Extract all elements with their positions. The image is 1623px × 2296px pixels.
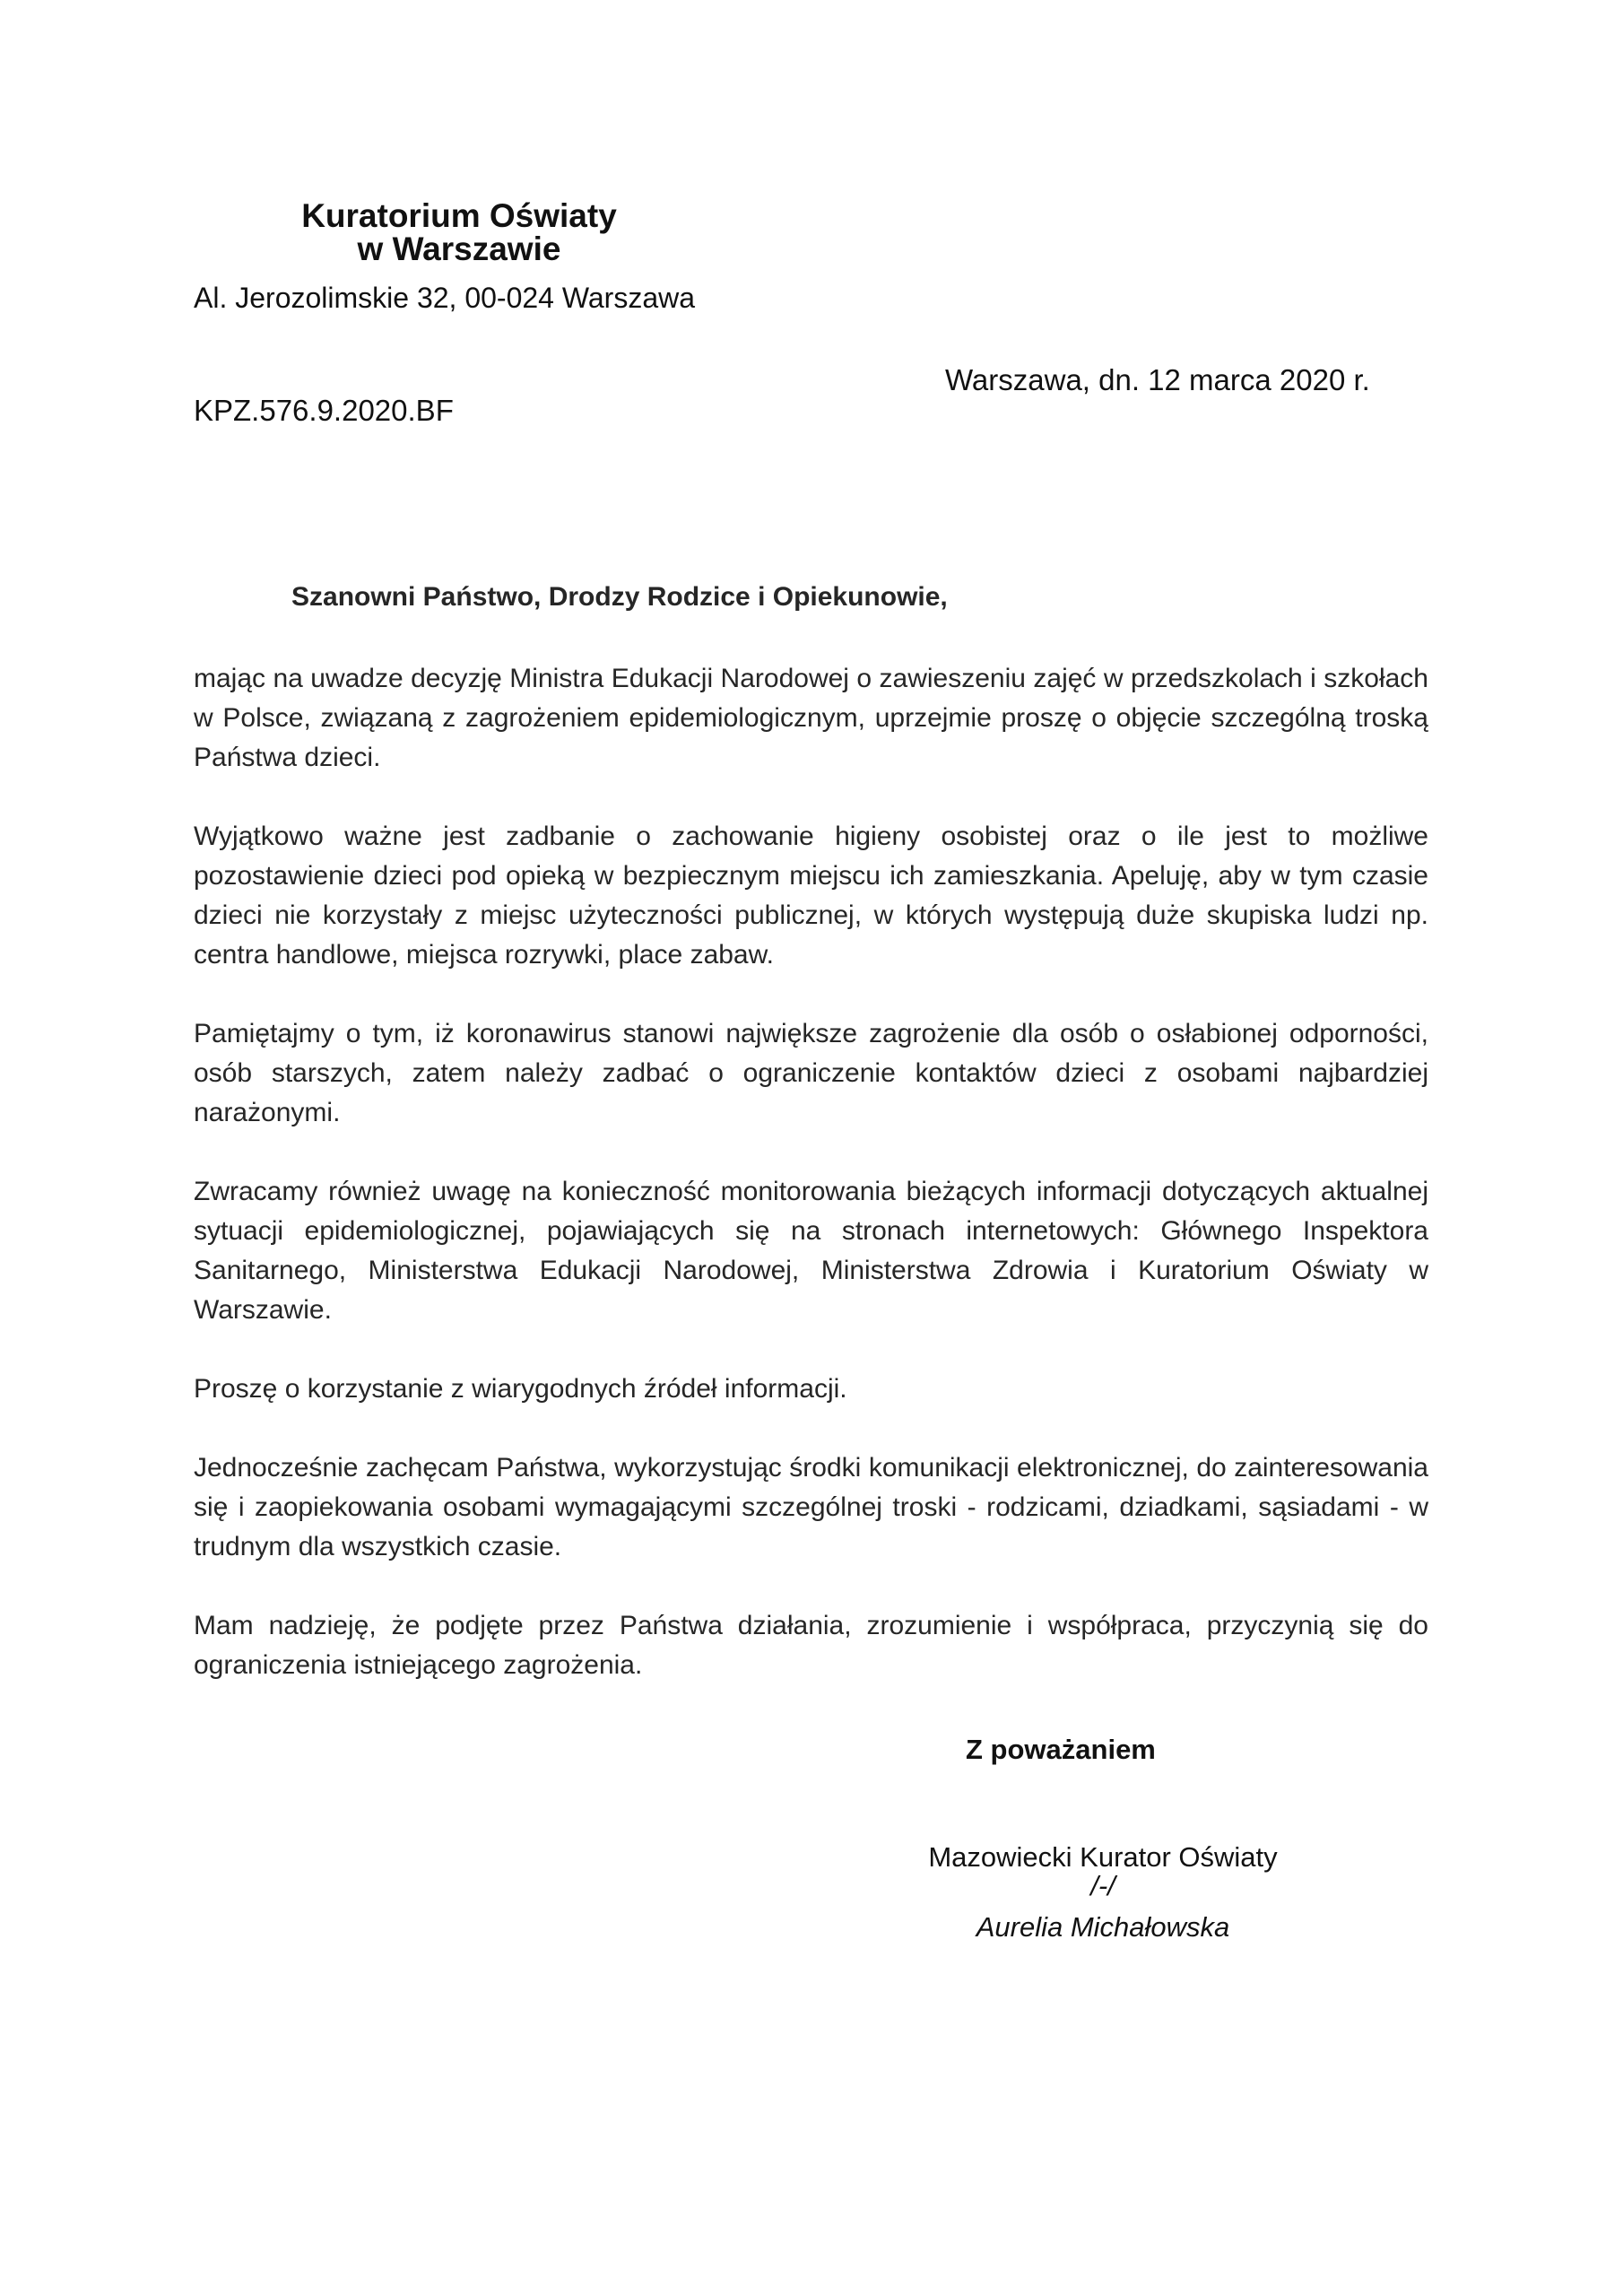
paragraph: Pamiętajmy o tym, iż koronawirus stanowi największe zagrożenie dla osób o osłabionej odporności, osób starszych, zatem należy zadbać o ograniczenie kontaktów dzieci z osobami najbardziej narażonymi.	[194, 1019, 1428, 1127]
reference-number: KPZ.576.9.2020.BF	[194, 394, 454, 427]
paragraph: mając na uwadze decyzję Ministra Edukacji Narodowej o zawieszeniu zajęć w przedszkolach i szkołach w Polsce, związaną z zagrożeniem epidemiologicznym, uprzejmie proszę o objęcie szczególną troską Państwa dzieci.	[194, 664, 1428, 772]
paragraph: Zwracamy również uwagę na konieczność monitorowania bieżących informacji dotyczących aktualnej sytuacji epidemiologicznej, pojawiających się na stronach internetowych: Głównego Inspektora Sanitarnego, Ministerstwa Edukacji Narodowej, Ministerstwa Zdrowia i Kuratorium Oświaty w Warszawie.	[194, 1177, 1428, 1325]
institution-address: Al. Jerozolimskie 32, 00-024 Warszawa	[194, 282, 696, 314]
institution-name: Kuratorium Oświaty	[301, 197, 617, 234]
paragraph: Wyjątkowo ważne jest zadbanie o zachowanie higieny osobistej oraz o ile jest to możliwe pozostawienie dzieci pod opieką w bezpiecznym miejscu ich zamieszkania. Apeluję, aby w tym czasie dzieci nie korzystały z miejsc użyteczności publicznej, w których występują duże skupiska ludzi np. centra handlowe, miejsca rozrywki, place zabaw.	[194, 822, 1428, 970]
letter-date: Warszawa, dn. 12 marca 2020 r.	[945, 363, 1370, 396]
signature-mark: /-/	[1090, 1870, 1115, 1901]
paragraph: Mam nadzieję, że podjęte przez Państwa działania, zrozumienie i współpraca, przyczynią się do ograniczenia istniejącego zagrożenia.	[194, 1611, 1428, 1680]
paragraph: Proszę o korzystanie z wiarygodnych źródeł informacji.	[194, 1374, 847, 1404]
letter-body	[194, 659, 1428, 1725]
salutation: Szanowni Państwo, Drodzy Rodzice i Opiekunowie,	[291, 582, 948, 612]
closing-phrase: Z poważaniem	[966, 1734, 1156, 1765]
institution-city: w Warszawie	[357, 230, 561, 267]
signatory-name: Aurelia Michałowska	[976, 1911, 1230, 1943]
paragraph: Jednocześnie zachęcam Państwa, wykorzystując środki komunikacji elektronicznej, do zainteresowania się i zaopiekowania osobami wymagającymi szczególnej troski - rodzicami, dziadkami, sąsiadami - w trudnym dla wszystkich czasie.	[194, 1453, 1428, 1561]
signatory-role: Mazowiecki Kurator Oświaty	[928, 1841, 1278, 1873]
